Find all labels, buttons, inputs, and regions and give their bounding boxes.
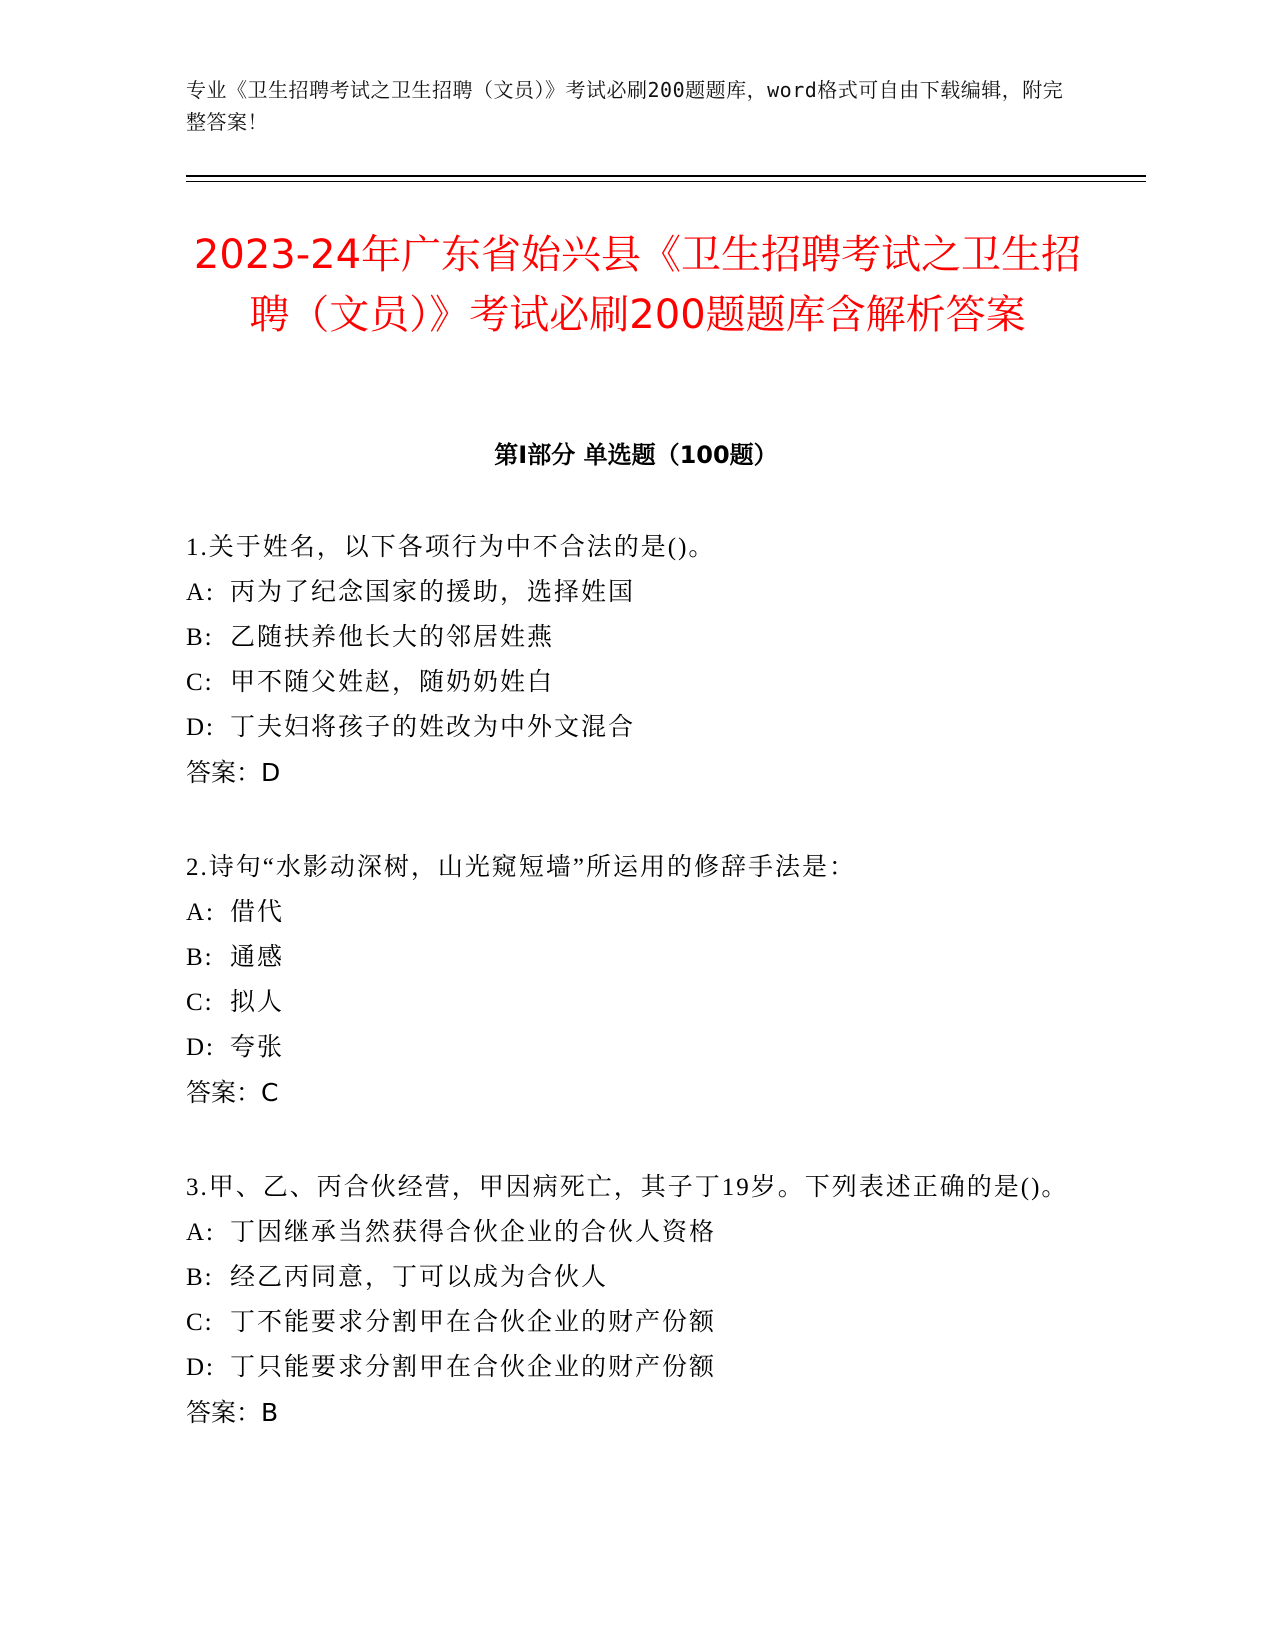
option-text: 丁不能要求分割甲在合伙企业的财产份额 [230, 1309, 717, 1336]
option-text: 丁只能要求分割甲在合伙企业的财产份额 [230, 1354, 717, 1381]
option-text: 丁夫妇将孩子的姓改为中外文混合 [230, 714, 636, 741]
document-title: 2023-24年广东省始兴县《卫生招聘考试之卫生招聘（文员）》考试必刷200题题库含解析答案 [193, 232, 1082, 338]
option-letter: B: [186, 624, 214, 651]
answer-option [186, 570, 1086, 615]
option-text: 拟人 [230, 989, 285, 1016]
answer-option [186, 1300, 1086, 1345]
answer-option [186, 890, 1086, 935]
header-note: 专业《卫生招聘考试之卫生招聘（文员）》考试必刷200题题库，word格式可自由下载编辑，附完整答案！ [186, 78, 1064, 134]
option-text: 通感 [230, 944, 285, 971]
option-letter: D: [186, 1354, 215, 1381]
question-item [186, 525, 1086, 795]
answer-option [186, 1345, 1086, 1390]
option-letter: B: [186, 1264, 214, 1291]
option-text: 乙随扶养他长大的邻居姓燕 [230, 624, 555, 651]
question-item [186, 1165, 1086, 1435]
answer-option [186, 935, 1086, 980]
option-letter: C: [186, 669, 214, 696]
header-divider-thin [186, 181, 1146, 182]
option-text: 经乙丙同意，丁可以成为合伙人 [230, 1264, 609, 1291]
option-letter: B: [186, 944, 214, 971]
answer-option [186, 705, 1086, 750]
option-text: 甲不随父姓赵，随奶奶姓白 [230, 669, 555, 696]
option-text: 丙为了纪念国家的援助，选择姓国 [230, 579, 636, 606]
option-text: 丁因继承当然获得合伙企业的合伙人资格 [230, 1219, 717, 1246]
answer-option [186, 1025, 1086, 1070]
option-letter: C: [186, 1309, 214, 1336]
question-stem: 1.关于姓名，以下各项行为中不合法的是()。 [186, 534, 716, 561]
question-list [186, 525, 1086, 1485]
option-letter: A: [186, 579, 215, 606]
answer-option [186, 980, 1086, 1025]
option-letter: A: [186, 1219, 215, 1246]
question-stem: 2.诗句“水影动深树，山光窥短墙”所运用的修辞手法是： [186, 854, 856, 881]
answer-key: 答案：D [186, 758, 281, 787]
answer-key: 答案：B [186, 1398, 279, 1427]
answer-option [186, 1255, 1086, 1300]
option-letter: C: [186, 989, 214, 1016]
answer-option [186, 615, 1086, 660]
option-letter: D: [186, 1034, 215, 1061]
answer-key: 答案：C [186, 1078, 279, 1107]
question-item [186, 845, 1086, 1115]
option-letter: D: [186, 714, 215, 741]
header-divider-thick [186, 175, 1146, 177]
answer-option [186, 660, 1086, 705]
section-heading: 第Ⅰ部分 单选题（100题） [494, 441, 778, 469]
option-text: 借代 [230, 899, 285, 926]
answer-option [186, 1210, 1086, 1255]
option-text: 夸张 [230, 1034, 285, 1061]
question-stem: 3.甲、乙、丙合伙经营，甲因病死亡，其子丁19岁。下列表述正确的是()。 [186, 1174, 1069, 1201]
option-letter: A: [186, 899, 215, 926]
